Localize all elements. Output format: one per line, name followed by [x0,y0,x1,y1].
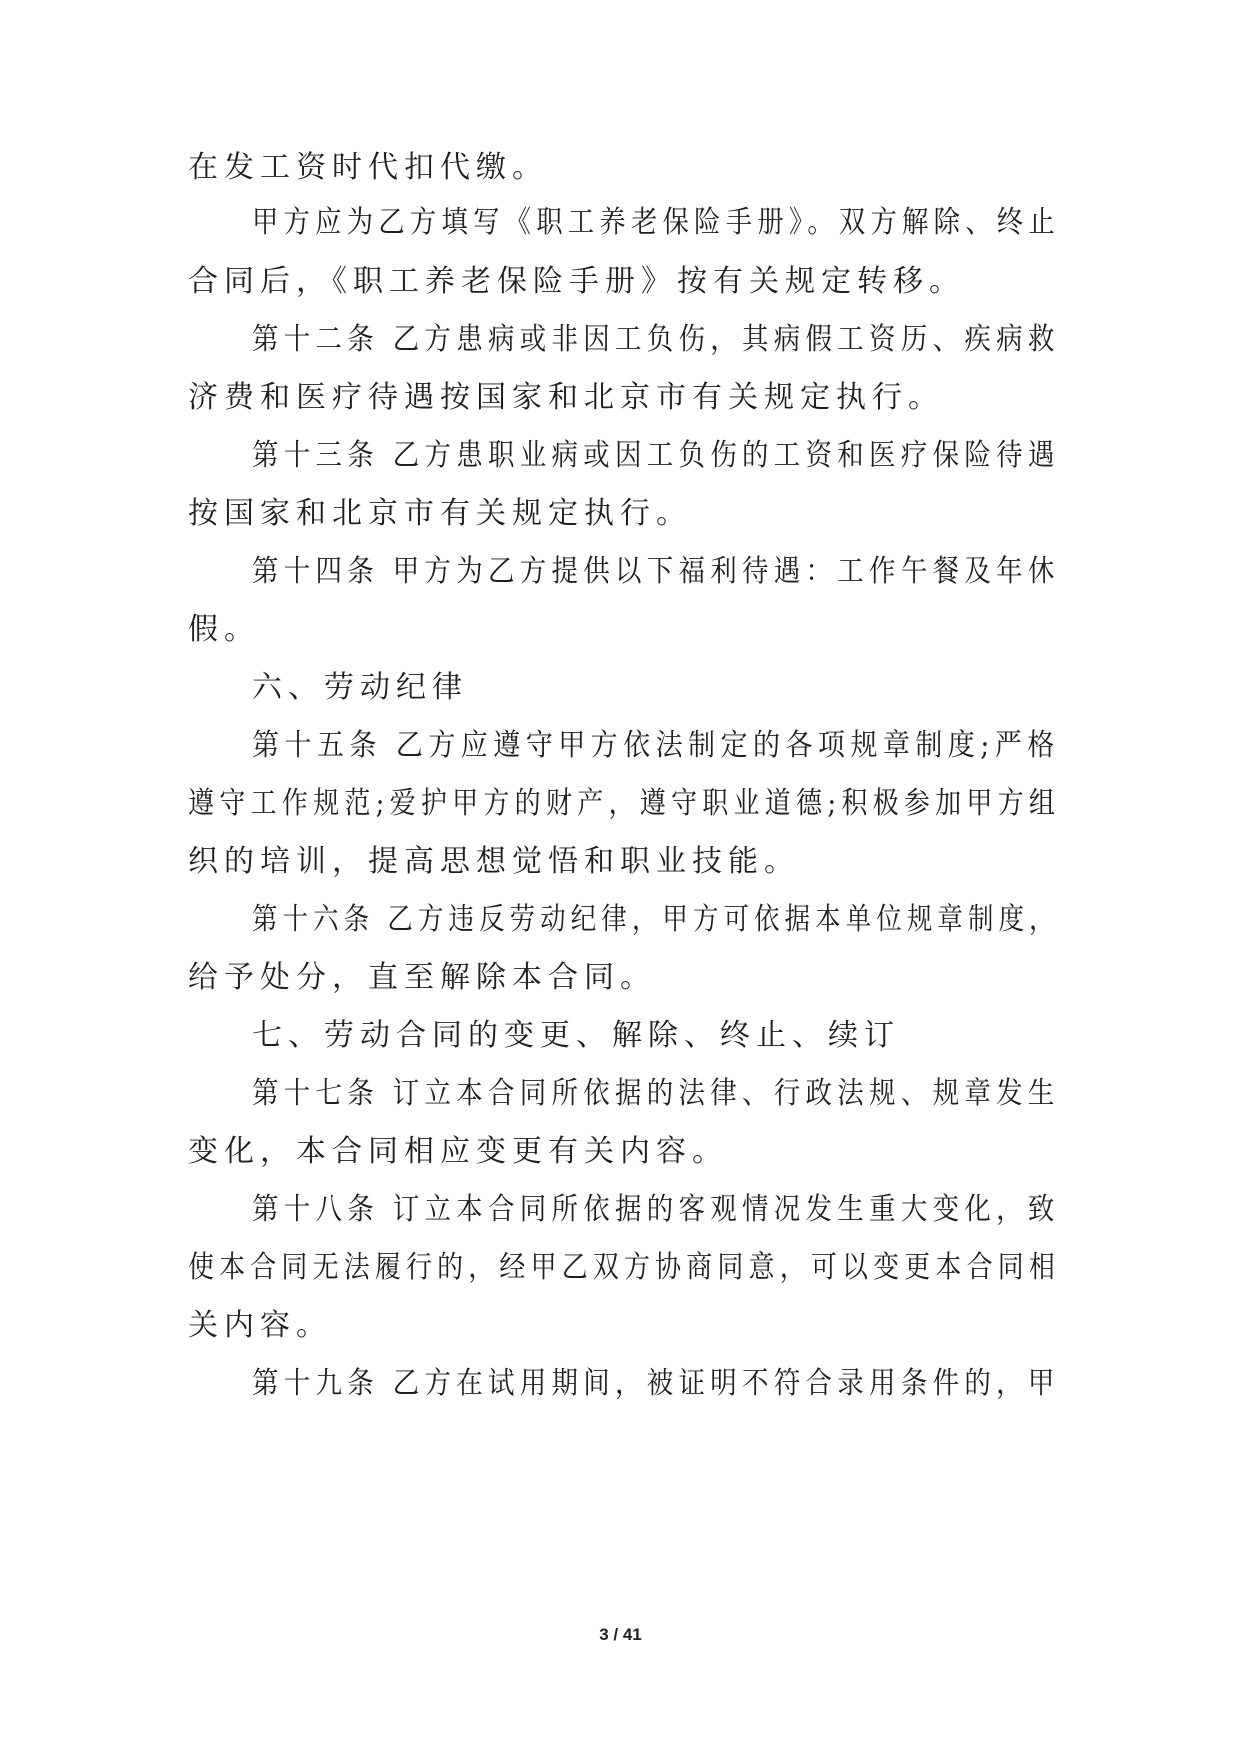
text-line: 甲方应为乙方填写《职工养老保险手册》。双方解除、终止 [252,205,1060,240]
text-line: 第十七条 订立本合同所依据的法律、行政法规、规章发生 [252,1076,1060,1111]
text-line: 遵守工作规范;爱护甲方的财产，遵守职业道德;积极参加甲方组 [188,786,1061,821]
text-line: 第十三条 乙方患职业病或因工负伤的工资和医疗保险待遇 [252,438,1060,473]
text-line: 济费和医疗待遇按国家和北京市有关规定执行。 [188,380,944,415]
section-heading: 六、劳动纪律 [252,670,468,705]
text-line: 第十八条 订立本合同所依据的客观情况发生重大变化，致 [252,1192,1060,1227]
text-line: 第十四条 甲方为乙方提供以下福利待遇：工作午餐及年休 [252,554,1060,589]
text-line: 使本合同无法履行的，经甲乙双方协商同意，可以变更本合同相 [188,1250,1060,1285]
text-line: 假。 [188,612,260,647]
text-line: 合同后，《职工养老保险手册》按有关规定转移。 [188,264,965,299]
text-line: 变化，本合同相应变更有关内容。 [188,1134,728,1169]
text-line: 第十九条 乙方在试用期间，被证明不符合录用条件的，甲 [252,1366,1060,1401]
text-line: 在发工资时代扣代缴。 [188,150,548,185]
text-line: 织的培训，提高思想觉悟和职业技能。 [188,844,800,879]
text-line: 第十五条 乙方应遵守甲方依法制定的各项规章制度;严格 [252,728,1060,763]
text-line: 第十六条 乙方违反劳动纪律，甲方可依据本单位规章制度， [252,902,1060,937]
text-line: 按国家和北京市有关规定执行。 [188,496,692,531]
text-line: 第十二条 乙方患病或非因工负伤，其病假工资历、疾病救 [252,322,1060,357]
text-line: 关内容。 [188,1308,332,1343]
text-line: 给予处分，直至解除本合同。 [188,960,656,995]
section-heading: 七、劳动合同的变更、解除、终止、续订 [252,1018,900,1053]
page-number: 3 / 41 [599,1625,642,1644]
